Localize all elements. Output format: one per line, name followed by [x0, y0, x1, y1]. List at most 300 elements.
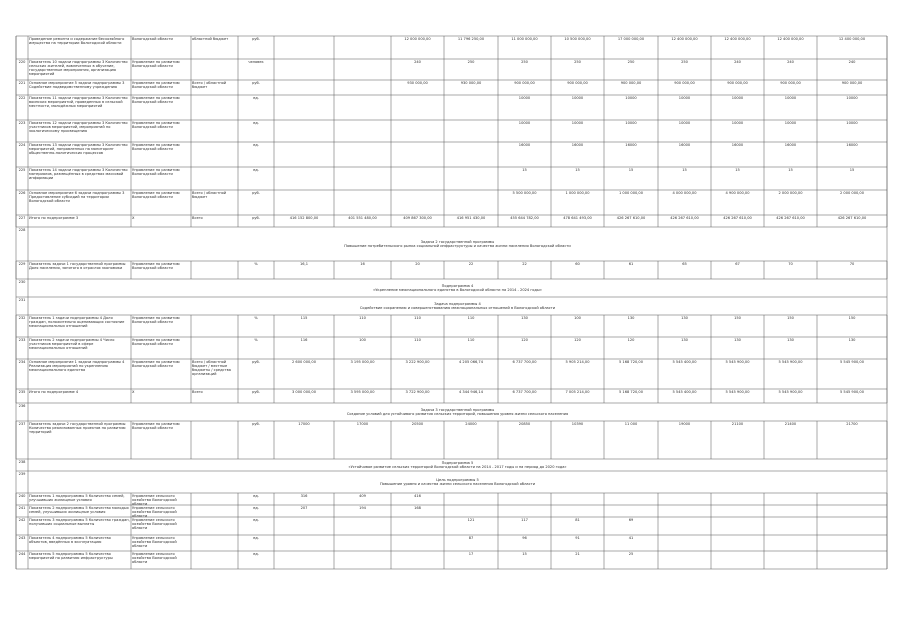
row-value: 15: [788, 168, 793, 172]
row-unit: %: [254, 338, 258, 342]
row-executor: Управление по развитию Вологодской области: [132, 96, 180, 105]
row-value: 20500: [411, 422, 424, 426]
row-value: 5 905 214,00: [565, 360, 590, 364]
row-value: 10000: [678, 121, 691, 125]
section-banner: [28, 478, 887, 486]
row-value: 116: [300, 338, 308, 342]
row-value: [818, 552, 886, 568]
row-value: 4 900 000,00: [725, 191, 750, 195]
row-value: 81: [575, 518, 580, 522]
row-value: 316: [300, 494, 308, 498]
row-value: [712, 494, 763, 504]
row-funding-source: [192, 96, 237, 119]
row-value: [605, 494, 657, 504]
program-table: [16, 36, 887, 624]
row-value: [335, 143, 390, 166]
row-value: [335, 168, 390, 189]
row-value: [765, 518, 816, 534]
row-executor: Управление сельского хозяйства Вологодской области: [132, 518, 177, 531]
row-number: 235: [18, 390, 26, 394]
row-value: 120: [627, 338, 635, 342]
row-value: 409 867 300,00: [403, 216, 432, 220]
row-value: 12 400 000,00: [838, 37, 866, 41]
section-banner-line: Повышение уровня и качества жизни сельского населения Вологодской области: [379, 481, 536, 486]
section-banner-line: «Устойчивое развитие сельских территорий Вологодской области на 2014 - 2017 годы и на период до 2020 года»: [348, 464, 567, 469]
row-value: [275, 518, 333, 534]
row-name: Итого по подпрограмме 4: [29, 390, 79, 394]
row-name: Показатель 1 подпрограммы 5 Количество семей, улучшивших жилищные условия: [29, 494, 125, 503]
row-value: [275, 121, 333, 141]
row-value: [335, 121, 390, 141]
row-value: 240: [848, 60, 856, 64]
row-value: 110: [359, 316, 366, 320]
row-number: 225: [18, 168, 26, 172]
row-value: 7 005 214,00: [565, 390, 590, 394]
row-name: Основное мероприятие 6 задачи подпрограммы 3 Предоставление субсидий на территории Вологодской области: [29, 191, 125, 204]
row-executor: Управление сельского хозяйства Вологодской области: [132, 506, 177, 519]
row-executor: Управление по развитию Вологодской области: [132, 360, 180, 369]
row-value: 10000: [846, 96, 858, 100]
row-value: 12 400 000,00: [777, 37, 804, 41]
row-value: 5 545 900,00: [725, 360, 750, 364]
row-funding-source: [192, 518, 237, 534]
row-value: 207: [300, 506, 308, 510]
row-funding-source: [192, 552, 237, 568]
row-executor: Управление сельского хозяйства Вологодской области: [132, 552, 177, 565]
row-name: Показатель 13 задачи подпрограммы 3 Количество мероприятий, направленных на мониторинг общественно-политических процессов: [29, 143, 128, 156]
row-unit: руб.: [252, 360, 260, 364]
row-value: [818, 506, 886, 516]
row-value: 10000: [571, 121, 584, 125]
row-value: 10000: [846, 121, 858, 125]
row-funding-source: Всего: [192, 216, 203, 220]
row-executor: Вологодской области: [132, 37, 173, 41]
row-unit: человек: [248, 60, 264, 64]
row-value: 120: [521, 338, 528, 342]
row-value: [275, 37, 333, 58]
row-value: 100: [574, 316, 581, 320]
row-value: 130: [787, 338, 794, 342]
section-banner: [28, 408, 887, 416]
row-value: 15: [522, 168, 527, 172]
row-number: 236: [18, 404, 26, 408]
row-value: 10390: [571, 422, 584, 426]
row-value: [392, 121, 443, 141]
row-value: [552, 494, 603, 504]
row-unit: ед.: [253, 168, 259, 172]
row-value: [765, 494, 816, 504]
row-value: 3 722 900,00: [405, 390, 430, 394]
row-value: 930 000,00: [407, 81, 428, 85]
row-name: Основное мероприятие 1 задачи подпрограммы 4 Реализация мероприятий по укреплению межнационального единства: [29, 360, 125, 373]
row-value: 250: [627, 60, 635, 64]
row-value: 250: [681, 60, 688, 64]
row-number: 242: [18, 518, 26, 522]
row-value: [335, 37, 390, 58]
row-funding-source: Всего / областной бюджет / местные бюджеты / средства организаций: [192, 360, 231, 377]
row-value: 250: [521, 60, 528, 64]
row-value: 5 545 900,00: [725, 390, 750, 394]
row-value: 10000: [625, 121, 637, 125]
row-value: 10000: [571, 96, 584, 100]
row-funding-source: Всего / областной бюджет: [192, 81, 227, 90]
row-value: 20850: [518, 422, 531, 426]
row-executor: Управление сельского хозяйства Вологодской области: [132, 536, 177, 549]
row-value: 15: [522, 552, 527, 556]
row-number: [17, 37, 27, 58]
row-value: 900 000,00: [620, 81, 642, 85]
row-value: 130: [681, 338, 688, 342]
row-value: 5 545 400,00: [672, 390, 697, 394]
row-unit: ед.: [253, 121, 259, 125]
row-name: Итого по подпрограмме 3: [29, 216, 79, 220]
row-unit: ед.: [253, 143, 259, 147]
row-value: 900 000,00: [514, 81, 535, 85]
row-value: [335, 536, 390, 550]
row-executor: Х: [132, 216, 135, 220]
row-value: 6 737 700,00: [512, 390, 537, 394]
row-value: 426 267 610,00: [776, 216, 805, 220]
row-value: [275, 552, 333, 568]
row-value: 3 195 000,00: [350, 360, 375, 364]
row-value: 21400: [784, 422, 797, 426]
row-executor: Управление по развитию Вологодской области: [132, 168, 180, 177]
section-banner-line: «Укрепление межнационального единства в Вологодской области на 2014 - 2024 годы»: [373, 287, 542, 292]
row-value: 1 000 000,00: [565, 191, 590, 195]
row-value: 87: [468, 536, 474, 540]
row-value: 16000: [518, 143, 531, 147]
row-value: [818, 536, 886, 550]
section-banner-line: Задача 3 государственной программы: [420, 407, 495, 412]
row-funding-source: [192, 422, 237, 458]
section-banner-line: Подпрограмма 5: [441, 460, 474, 465]
row-funding-source: [192, 143, 237, 166]
row-name: Проведение ремонта и содержание бесхозяйного имущества на территории Вологодской области: [29, 37, 125, 46]
row-value: 10000: [678, 96, 691, 100]
row-unit: ед.: [253, 96, 259, 100]
row-value: 130: [521, 316, 528, 320]
row-value: 22: [522, 262, 527, 266]
row-value: 900 000,00: [674, 81, 695, 85]
row-value: [335, 518, 390, 534]
row-value: 110: [467, 316, 475, 320]
row-value: [445, 96, 497, 119]
row-value: 2 600 000,00: [291, 360, 316, 364]
row-value: 21100: [731, 422, 744, 426]
row-funding-source: Всего / областной бюджет: [192, 191, 227, 200]
row-number: 243: [18, 536, 26, 540]
row-value: [392, 536, 443, 550]
row-value: 426 267 610,00: [670, 216, 699, 220]
row-value: [765, 552, 816, 568]
row-value: [392, 96, 443, 119]
row-value: 426 267 610,00: [723, 216, 752, 220]
row-funding-source: [192, 60, 237, 79]
row-value: 10 500 000,00: [564, 37, 591, 41]
row-value: 21700: [846, 422, 858, 426]
row-value: 5 545 400,00: [672, 360, 697, 364]
row-value: 6 737 700,00: [512, 360, 537, 364]
row-value: 16000: [731, 143, 744, 147]
row-value: 150: [787, 316, 794, 320]
row-value: 250: [574, 60, 581, 64]
row-value: 426 267 610,00: [837, 216, 867, 220]
row-value: 61: [628, 262, 634, 266]
row-executor: Управление по развитию Вологодской области: [132, 422, 180, 431]
row-value: [335, 191, 390, 214]
row-value: [275, 60, 333, 79]
row-unit: руб.: [252, 191, 260, 195]
section-banner: [28, 461, 887, 469]
row-value: 426 267 610,00: [616, 216, 646, 220]
row-value: 11 000: [624, 422, 638, 426]
row-executor: Управление по развитию Вологодской области: [132, 121, 180, 130]
row-value: 60: [575, 262, 580, 266]
row-value: 70: [788, 262, 793, 266]
row-name: Показатель 1 задачи подпрограммы 4 Доля граждан, положительно оценивающих состояние межнациональных отношений: [29, 316, 125, 329]
row-unit: ед.: [253, 552, 259, 556]
row-value: [818, 518, 886, 534]
row-value: [275, 168, 333, 189]
row-value: 15: [849, 168, 855, 172]
row-funding-source: областной бюджет: [192, 37, 229, 41]
row-value: 3 000 000,00: [291, 390, 316, 394]
row-value: [445, 506, 497, 516]
row-number: 240: [18, 494, 26, 498]
row-value: 16000: [784, 143, 797, 147]
row-value: 11 000 000,00: [511, 37, 538, 41]
row-value: 130: [734, 338, 741, 342]
row-value: 3 222 900,00: [405, 360, 430, 364]
row-value: [552, 506, 603, 516]
row-unit: ед.: [253, 536, 259, 540]
row-value: 409: [359, 494, 366, 498]
row-name: Показатель 10 задачи подпрограммы 3 Количество сельских жителей, вовлеченных в обучение, государственные мероприятия, организацию мероприятий: [29, 60, 128, 77]
row-value: [445, 143, 497, 166]
row-value: [392, 168, 443, 189]
row-value: [392, 191, 443, 214]
row-value: [335, 552, 390, 568]
section-banner: [28, 284, 887, 292]
row-value: 416 152 800,00: [289, 216, 319, 220]
row-value: 117: [521, 518, 528, 522]
row-value: [499, 506, 550, 516]
row-value: 12 000 000,00: [404, 37, 431, 41]
row-executor: Управление по развитию Вологодской области: [132, 143, 180, 152]
row-funding-source: [192, 338, 237, 358]
row-value: [712, 506, 763, 516]
row-value: [392, 518, 443, 534]
row-funding-source: [192, 494, 237, 504]
row-number: 237: [18, 422, 26, 426]
row-value: 5 545 900,00: [839, 390, 864, 394]
row-unit: %: [254, 316, 258, 320]
row-value: 17: [468, 552, 474, 556]
row-name: Показатель 4 подпрограммы 5 Количество объектов, введённых в эксплуатацию: [29, 536, 111, 545]
row-value: 17000: [356, 422, 369, 426]
row-value: 5 500 000,00: [512, 191, 537, 195]
row-value: 24000: [465, 422, 477, 426]
row-number: 226: [18, 191, 26, 195]
row-value: [335, 60, 390, 79]
row-value: 900 000,00: [727, 81, 748, 85]
row-value: 10000: [784, 96, 797, 100]
row-value: 67: [735, 262, 740, 266]
row-value: 17000: [298, 422, 310, 426]
row-number: 228: [18, 228, 26, 232]
row-funding-source: [192, 262, 237, 278]
row-value: 121: [467, 518, 475, 522]
row-value: 130: [627, 316, 635, 320]
row-value: [445, 168, 497, 189]
row-number: 244: [18, 552, 26, 556]
row-value: 12 400 000,00: [671, 37, 698, 41]
row-funding-source: [192, 316, 237, 336]
row-value: 4 205 066,74: [458, 360, 483, 364]
row-funding-source: [192, 121, 237, 141]
row-value: 15: [682, 168, 687, 172]
row-unit: ед.: [253, 506, 259, 510]
row-unit: руб.: [252, 422, 260, 426]
row-value: 41: [628, 536, 634, 540]
row-value: 15: [575, 168, 580, 172]
row-name: Показатель 11 задачи подпрограммы 3 Количество воинских мероприятий, проведенных в сельской местности, молодёжных мероприятий: [29, 96, 128, 109]
row-funding-source: [192, 168, 237, 189]
section-banner-line: Задача 2 государственной программы: [420, 239, 495, 244]
row-number: 241: [18, 506, 26, 510]
row-value: [335, 81, 390, 94]
section-banner: [28, 302, 887, 310]
row-value: 5 545 900,00: [778, 390, 803, 394]
section-banner-line: Создание условий для устойчивого развития сельских территорий, повышения уровня жизни сельского населения: [346, 411, 569, 416]
row-value: 100: [359, 338, 366, 342]
row-value: 10000: [731, 121, 744, 125]
row-value: [499, 494, 550, 504]
row-funding-source: Всего: [192, 390, 203, 394]
row-number: 220: [18, 60, 26, 64]
row-value: 416: [414, 494, 421, 498]
row-unit: %: [254, 262, 258, 266]
row-number: 231: [18, 298, 26, 302]
row-value: 70: [849, 262, 855, 266]
row-executor: Х: [132, 390, 135, 394]
row-value: 900 000,00: [567, 81, 588, 85]
row-number: 229: [18, 262, 26, 266]
row-value: [605, 506, 657, 516]
row-funding-source: [192, 506, 237, 516]
row-value: 15: [628, 168, 634, 172]
row-value: [765, 536, 816, 550]
row-value: 12 400 000,00: [724, 37, 751, 41]
row-value: 110: [414, 316, 421, 320]
row-value: 168: [414, 506, 421, 510]
row-value: 2 000 000,00: [778, 191, 803, 195]
row-value: 91: [575, 536, 580, 540]
row-value: 455 644 782,00: [510, 216, 539, 220]
row-value: [275, 96, 333, 119]
row-value: 17 000 000,00: [617, 37, 645, 41]
row-executor: Управление по развитию Вологодской области: [132, 338, 180, 347]
row-number: 238: [18, 460, 26, 464]
row-value: 19000: [678, 422, 691, 426]
row-value: 5 545 900,00: [778, 360, 803, 364]
row-number: 227: [18, 216, 26, 220]
row-unit: руб.: [252, 37, 260, 41]
row-value: 96: [522, 536, 527, 540]
row-value: 16000: [678, 143, 691, 147]
row-value: [445, 121, 497, 141]
row-number: 224: [18, 143, 26, 147]
row-value: 69: [628, 518, 634, 522]
row-number: 223: [18, 121, 26, 125]
section-banner-line: Содействие сохранению и совершенствованию межнациональных отношений в Вологодской области: [359, 305, 556, 310]
row-value: 10000: [731, 96, 744, 100]
row-value: 250: [467, 60, 475, 64]
row-value: 240: [734, 60, 741, 64]
row-value: 5 545 900,00: [839, 360, 864, 364]
row-number: 232: [18, 316, 26, 320]
row-value: [659, 506, 710, 516]
row-value: 16000: [571, 143, 584, 147]
row-value: 194: [359, 506, 366, 510]
row-value: 16: [360, 262, 365, 266]
row-funding-source: [192, 536, 237, 550]
row-value: 10000: [518, 121, 531, 125]
row-value: 416 951 430,00: [456, 216, 486, 220]
row-value: [445, 191, 497, 214]
row-value: [765, 506, 816, 516]
row-unit: руб.: [252, 390, 260, 394]
row-value: 930 000,00: [460, 81, 482, 85]
row-number: 222: [18, 96, 26, 100]
row-executor: Управление по развитию Вологодской области: [132, 316, 180, 325]
row-value: 900 000,00: [780, 81, 801, 85]
row-value: [275, 536, 333, 550]
row-value: 240: [414, 60, 421, 64]
row-value: 4 344 946,14: [458, 390, 483, 394]
row-value: 900 000,00: [841, 81, 863, 85]
section-banner-line: Цель подпрограммы 5: [436, 477, 479, 482]
row-value: [712, 536, 763, 550]
row-value: [335, 96, 390, 119]
row-value: [392, 552, 443, 568]
row-value: 15: [735, 168, 740, 172]
row-number: 230: [18, 280, 26, 284]
row-value: [712, 518, 763, 534]
row-number: 221: [18, 81, 26, 85]
row-unit: ед.: [253, 518, 259, 522]
row-value: 16000: [846, 143, 858, 147]
row-value: 401 551 480,00: [348, 216, 377, 220]
row-number: 234: [18, 360, 26, 364]
section-banner: [28, 240, 887, 248]
row-value: [275, 191, 333, 214]
row-value: 20: [415, 262, 420, 266]
row-name: Показатель задачи 2 государственной программы Количество реализованных проектов по развитию территорий: [29, 422, 126, 435]
row-value: 11 796 250,00: [457, 37, 485, 41]
row-value: 21: [575, 552, 580, 556]
row-executor: Управление по развитию Вологодской области: [132, 81, 180, 90]
row-name: Показатель 5 подпрограммы 5 Количество мероприятий по развитию инфраструктуры: [29, 552, 113, 561]
row-value: [659, 494, 710, 504]
row-name: Показатель 2 подпрограммы 5 Количество молодых семей, улучшивших жилищные условия: [29, 506, 129, 515]
row-value: 110: [414, 338, 421, 342]
row-value: [659, 552, 710, 568]
row-value: 240: [787, 60, 794, 64]
row-unit: руб.: [252, 216, 260, 220]
row-value: 150: [734, 316, 741, 320]
row-unit: руб.: [252, 81, 260, 85]
